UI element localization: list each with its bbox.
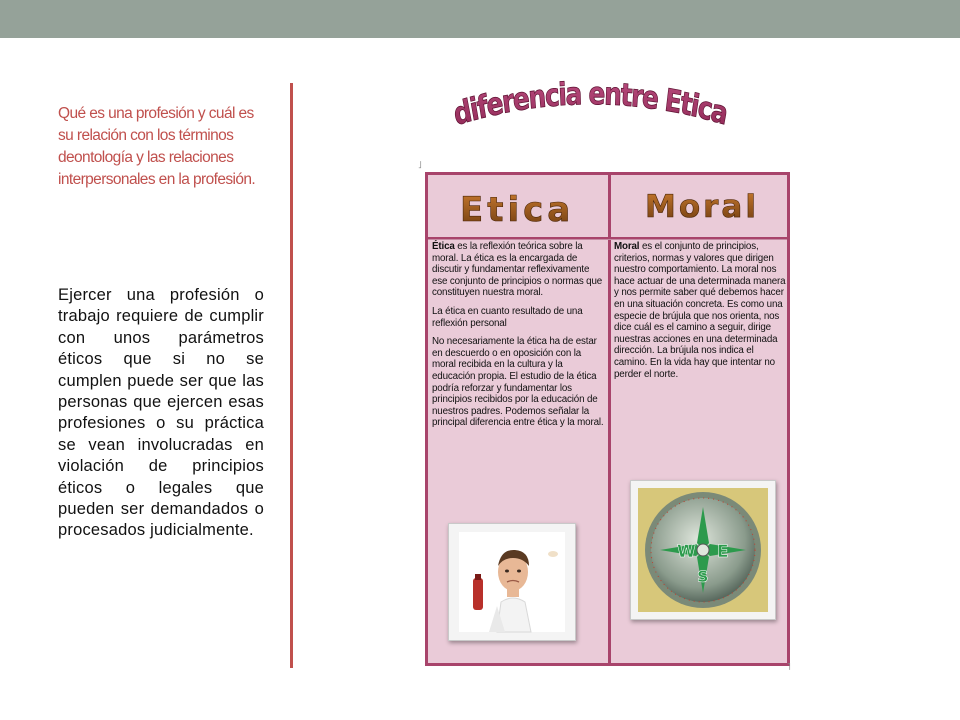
moral-header-text: Moral — [645, 189, 759, 225]
moral-term: Moral — [614, 241, 640, 252]
comparison-heading-text: diferencia entre Etica — [450, 78, 730, 133]
etica-description — [432, 241, 606, 436]
comparison-heading — [440, 78, 740, 146]
compass-south-label: S — [697, 567, 709, 586]
compass-icon — [631, 481, 775, 619]
slide-title: Qué es una profesión y cuál es su relación con los términos deontología y las relaciones interpersonales en la profesión. — [58, 105, 256, 188]
worried-man-photo — [448, 523, 576, 641]
corner-mark: ˩ — [418, 160, 422, 171]
moral-description — [614, 241, 788, 387]
top-banner — [0, 0, 960, 38]
moral-paragraph-1: es el conjunto de principios, criterios, normas y valores que dirigen nuestro comportamiento. La moral nos hace actuar de una determinada manera y nos permite saber qué debemos hacer en una situación concreta. Es como una especie de brújula que nos orienta, nos dice cuál es el camino a seguir, dirige nuestras acciones en una determinada dirección. La brújula nos indica el camino. En la vida hay que intentar no perder el norte. — [614, 241, 786, 380]
compass-west-label: W — [677, 542, 696, 562]
etica-paragraph-3: No necesariamente la ética ha de estar en descuerdo o en oposición con la moral recibida en la cultura y la educación propia. El estudio de la ética podría reforzar y fundamentar los principios recibidos por la educación de nuestros padres. Podemos señalar la principal diferencia entre ética y la moral. — [432, 336, 604, 429]
comparison-table — [425, 172, 790, 666]
etica-term: Ética — [432, 241, 455, 252]
vertical-divider — [290, 83, 293, 668]
slide-body-text: Ejercer una profesión o trabajo requiere de cumplir con unos parámetros éticos que si no se cumplen puede ser que las personas que ejercen esas profesiones o su práctica se vean involucradas en violación de principios éticos o legales que pueden ser demandados o procesados judicialmente. — [58, 286, 264, 540]
column-divider — [608, 175, 611, 663]
svg-text:diferencia entre Etica y Moral — [440, 78, 730, 133]
etica-paragraph-2: La ética en cuanto resultado de una reflexión personal — [432, 305, 583, 329]
worried-man-icon — [449, 524, 575, 640]
compass-east-label: E — [717, 542, 729, 562]
compass-photo — [630, 480, 776, 620]
etica-header-text: Etica — [460, 190, 575, 230]
moral-header — [643, 179, 763, 233]
etica-paragraph-1: es la reflexión teórica sobre la moral. La ética es la encargada de discutir y fundamentar reflexivamente ese conjunto de principios o normas que constituyen nuestra moral. — [432, 241, 603, 299]
etica-header — [458, 181, 588, 235]
